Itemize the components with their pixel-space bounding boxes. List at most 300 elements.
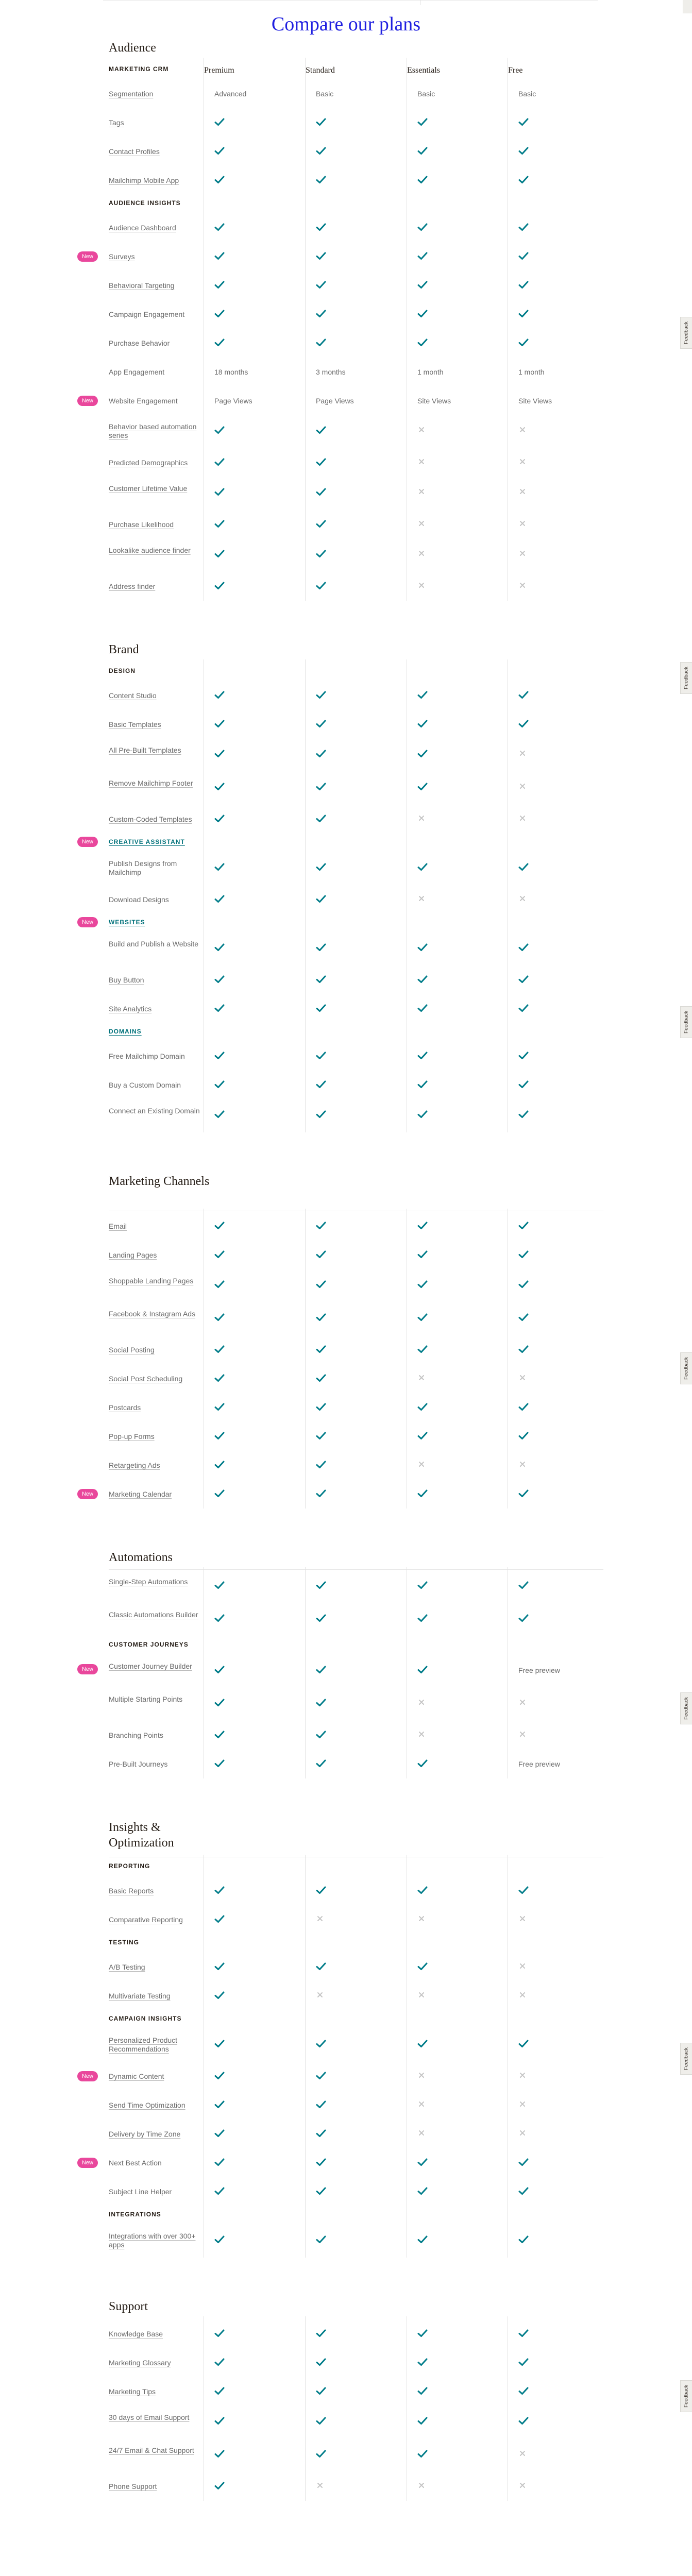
cell-value: Advanced [214, 90, 247, 98]
feature-tags[interactable]: Tags [109, 118, 124, 127]
cell-free-included [518, 117, 585, 129]
cell-premium-included [214, 782, 281, 793]
cell-essentials-included [417, 1402, 484, 1414]
cell-standard-included [316, 782, 383, 793]
cell-standard-included [316, 175, 383, 187]
cell-premium-included [214, 309, 281, 320]
cell-premium-included [214, 1110, 281, 1121]
cell-standard-not-included [316, 2481, 383, 2493]
cell-free-included [518, 719, 585, 731]
feature-landing-pages[interactable]: Landing Pages [109, 1251, 157, 1259]
cell-premium-included [214, 2071, 281, 2082]
feature-24-7-email-chat-support[interactable]: 24/7 Email & Chat Support [109, 2446, 194, 2454]
cell-premium-included [214, 2235, 281, 2246]
feature-pre-built-journeys: Pre-Built Journeys [109, 1760, 168, 1768]
feature-phone-support[interactable]: Phone Support [109, 2482, 157, 2490]
feature-connect-an-existing-domain: Connect an Existing Domain [109, 1107, 200, 1115]
cell-free-free-preview [518, 1759, 585, 1770]
cell-essentials-included [417, 1110, 484, 1121]
cell-essentials-included [417, 309, 484, 320]
feature-social-posting[interactable]: Social Posting [109, 1346, 155, 1354]
feedback-tab[interactable] [680, 317, 692, 349]
cell-standard-included [316, 719, 383, 731]
feature-buy-button[interactable]: Buy Button [109, 976, 144, 984]
feature-behavioral-targeting[interactable]: Behavioral Targeting [109, 281, 175, 290]
cell-essentials-not-included [417, 457, 484, 469]
cell-premium-included [214, 2386, 281, 2398]
cell-value: 1 month [518, 368, 545, 376]
feature-site-analytics[interactable]: Site Analytics [109, 1005, 152, 1013]
feedback-tab[interactable] [680, 2380, 692, 2412]
feature-content-studio[interactable]: Content Studio [109, 691, 157, 700]
cell-essentials-included [417, 2358, 484, 2369]
cell-standard-included [316, 862, 383, 874]
cell-free-not-included [518, 2129, 585, 2140]
cell-premium-included [214, 1730, 281, 1741]
feature-postcards[interactable]: Postcards [109, 1403, 141, 1412]
cell-premium-included [214, 2358, 281, 2369]
cell-standard-included [316, 280, 383, 292]
cell-standard-included [316, 1730, 383, 1741]
cell-premium-included [214, 2100, 281, 2111]
cell-premium-included [214, 1051, 281, 1062]
cell-value: Basic [316, 90, 334, 98]
feature-branching-points: Branching Points [109, 1731, 163, 1739]
cell-standard-included [316, 1460, 383, 1471]
group-heading-design: DESIGN [109, 667, 136, 674]
cell-value: Basic [518, 90, 536, 98]
cell-essentials-included [417, 719, 484, 731]
cell-essentials-included [417, 2235, 484, 2246]
feedback-label: Feedback [683, 1011, 689, 1033]
cell-free-not-included [518, 2071, 585, 2082]
feedback-tab[interactable] [680, 662, 692, 694]
cell-free-included [518, 251, 585, 263]
cell-premium-included [214, 894, 281, 906]
feature-dynamic-content[interactable]: Dynamic Content [109, 2072, 164, 2080]
feature-integrations-with-over-300-apps[interactable]: Integrations with over 300+ apps [109, 2232, 196, 2249]
feature-buy-a-custom-domain: Buy a Custom Domain [109, 1081, 181, 1089]
cell-essentials-included [417, 749, 484, 760]
feature-build-and-publish-a-website: Build and Publish a Website [109, 940, 199, 948]
cell-premium-included [214, 1886, 281, 1897]
cell-premium-included [214, 223, 281, 234]
feature-classic-automations-builder[interactable]: Classic Automations Builder [109, 1611, 198, 1619]
new-badge: New [77, 1489, 98, 1499]
feature-custom-coded-templates[interactable]: Custom-Coded Templates [109, 815, 192, 823]
cell-essentials-included [417, 2329, 484, 2340]
cell-premium-included [214, 943, 281, 954]
cell-standard-included [316, 1250, 383, 1261]
feature-delivery-by-time-zone[interactable]: Delivery by Time Zone [109, 2130, 181, 2138]
feature-basic-reports[interactable]: Basic Reports [109, 1887, 154, 1895]
plan-header-essentials: Essentials [407, 66, 440, 75]
cell-free-included [518, 1402, 585, 1414]
cell-premium-included [214, 1962, 281, 1973]
cell-premium-included [214, 549, 281, 561]
feature-subject-line-helper: Subject Line Helper [109, 2188, 172, 2196]
cell-standard-included [316, 519, 383, 531]
cell-standard-included [316, 426, 383, 437]
cell-premium-included [214, 1489, 281, 1500]
cell-standard-included [316, 1614, 383, 1625]
cell-free-not-included [518, 894, 585, 906]
cell-essentials-basic [417, 89, 484, 100]
feature-single-step-automations[interactable]: Single-Step Automations [109, 1578, 188, 1586]
cell-free-not-included [518, 2449, 585, 2461]
feedback-label: Feedback [683, 2385, 689, 2408]
cell-standard-included [316, 1665, 383, 1676]
cell-essentials-included [417, 117, 484, 129]
feature-facebook-instagram-ads[interactable]: Facebook & Instagram Ads [109, 1310, 196, 1318]
cell-standard-included [316, 1374, 383, 1385]
cell-essentials-not-included [417, 814, 484, 825]
feature-remove-mailchimp-footer[interactable]: Remove Mailchimp Footer [109, 779, 193, 787]
cell-essentials-not-included [417, 426, 484, 437]
feedback-label: Feedback [683, 321, 689, 344]
feature-multivariate-testing[interactable]: Multivariate Testing [109, 1992, 171, 2000]
cell-free-included [518, 1051, 585, 1062]
cell-free-included [518, 1250, 585, 1261]
cell-premium-included [214, 1759, 281, 1770]
cell-premium-included [214, 1402, 281, 1414]
cell-standard-included [316, 581, 383, 592]
cell-value: 18 months [214, 368, 248, 376]
cell-essentials-not-included [417, 2100, 484, 2111]
cell-free-not-included [518, 1914, 585, 1926]
cell-premium-included [214, 2158, 281, 2169]
feedback-tab[interactable] [680, 2043, 692, 2075]
cell-standard-included [316, 1110, 383, 1121]
cell-standard-included [316, 2358, 383, 2369]
cell-standard-included [316, 2129, 383, 2140]
feature-purchase-behavior: Purchase Behavior [109, 339, 170, 347]
cell-premium-included [214, 2329, 281, 2340]
cell-free-not-included [518, 426, 585, 437]
cell-standard-included [316, 943, 383, 954]
feature-social-post-scheduling[interactable]: Social Post Scheduling [109, 1375, 183, 1383]
cell-standard-included [316, 2235, 383, 2246]
new-badge: New [77, 917, 98, 927]
cell-free-not-included [518, 487, 585, 499]
cell-standard-included [316, 1004, 383, 1015]
cell-essentials-included [417, 2158, 484, 2169]
cell-free-included [518, 2358, 585, 2369]
cell-standard-included [316, 2187, 383, 2198]
cell-value: 1 month [417, 368, 444, 376]
cell-free-included [518, 1345, 585, 1356]
cell-standard-included [316, 223, 383, 234]
column-divider [305, 58, 306, 601]
group-heading-websites[interactable]: WEBSITES [109, 919, 145, 926]
cell-essentials-included [417, 1759, 484, 1770]
feature-lookalike-audience-finder[interactable]: Lookalike audience finder [109, 546, 191, 554]
cell-premium-included [214, 519, 281, 531]
cell-essentials-included [417, 2187, 484, 2198]
cell-free-not-included [518, 549, 585, 561]
new-badge: New [77, 2071, 98, 2081]
feature-predicted-demographics[interactable]: Predicted Demographics [109, 459, 188, 467]
cell-premium-included [214, 690, 281, 702]
feature-download-designs: Download Designs [109, 895, 169, 904]
cell-free-included [518, 975, 585, 986]
new-badge: New [77, 251, 98, 262]
feature-all-pre-built-templates[interactable]: All Pre-Built Templates [109, 746, 181, 754]
cell-premium-included [214, 1345, 281, 1356]
feature-knowledge-base[interactable]: Knowledge Base [109, 2330, 163, 2338]
section-title-insights-optimization: Insights & Optimization [109, 1821, 174, 1850]
cell-essentials-included [417, 1250, 484, 1261]
feedback-tab[interactable] [680, 1006, 692, 1038]
cell-premium-included [214, 2129, 281, 2140]
cell-premium-included [214, 426, 281, 437]
cell-free-included [518, 862, 585, 874]
cell-premium-included [214, 280, 281, 292]
cell-standard-included [316, 338, 383, 349]
cell-essentials-not-included [417, 2071, 484, 2082]
cell-free-not-included [518, 1991, 585, 2002]
cell-essentials-included [417, 1886, 484, 1897]
cell-free-included [518, 1431, 585, 1443]
cell-essentials-included [417, 251, 484, 263]
cell-value: Basic [417, 90, 435, 98]
feedback-tab[interactable] [680, 1692, 692, 1724]
cell-standard-included [316, 1402, 383, 1414]
cell-essentials-included [417, 2449, 484, 2461]
cell-standard-included [316, 2100, 383, 2111]
feature-customer-lifetime-value[interactable]: Customer Lifetime Value [109, 484, 188, 493]
cell-standard-3-months [316, 367, 383, 378]
cell-essentials-not-included [417, 1730, 484, 1741]
feedback-tab[interactable] [680, 1352, 692, 1384]
cell-standard-included [316, 1080, 383, 1091]
cell-essentials-included [417, 1614, 484, 1625]
cell-premium-included [214, 1460, 281, 1471]
cell-value: Free preview [518, 1666, 560, 1674]
feature-basic-templates[interactable]: Basic Templates [109, 720, 161, 728]
cell-standard-included [316, 814, 383, 825]
cell-premium-included [214, 1914, 281, 1926]
cell-premium-included [214, 1698, 281, 1709]
cell-free-included [518, 280, 585, 292]
cell-premium-page-views [214, 396, 281, 407]
feedback-label: Feedback [683, 1357, 689, 1380]
cell-free-not-included [518, 2100, 585, 2111]
cell-standard-included [316, 309, 383, 320]
cell-value: Site Views [417, 397, 451, 405]
cell-essentials-included [417, 280, 484, 292]
cell-essentials-included [417, 862, 484, 874]
cell-premium-included [214, 117, 281, 129]
cell-essentials-included [417, 1004, 484, 1015]
cell-free-included [518, 690, 585, 702]
cell-free-not-included [518, 1698, 585, 1709]
cell-premium-included [214, 1313, 281, 1324]
cell-value: Site Views [518, 397, 552, 405]
cell-essentials-included [417, 1431, 484, 1443]
column-divider [305, 659, 306, 1132]
feature-customer-journey-builder[interactable]: Customer Journey Builder [109, 1662, 192, 1670]
cell-premium-included [214, 2449, 281, 2461]
section-rule [109, 1569, 603, 1570]
feature-personalized-product-recommendations[interactable]: Personalized Product Recommendations [109, 2036, 178, 2053]
cell-standard-included [316, 749, 383, 760]
cell-free-1-month [518, 367, 585, 378]
cell-free-free-preview [518, 1665, 585, 1676]
cell-standard-included [316, 2386, 383, 2398]
feature-marketing-tips[interactable]: Marketing Tips [109, 2387, 156, 2396]
cell-essentials-included [417, 943, 484, 954]
cell-free-included [518, 309, 585, 320]
cell-standard-not-included [316, 1991, 383, 2002]
cell-standard-page-views [316, 396, 383, 407]
cell-premium-included [214, 1991, 281, 2002]
feature-publish-designs-from-mailchimp: Publish Designs from Mailchimp [109, 859, 177, 876]
cell-standard-included [316, 1886, 383, 1897]
cell-free-not-included [518, 581, 585, 592]
cell-essentials-not-included [417, 487, 484, 499]
page-title: Compare our plans [271, 13, 421, 35]
cell-standard-not-included [316, 1914, 383, 1926]
cell-value: Page Views [214, 397, 252, 405]
cell-premium-included [214, 146, 281, 158]
plan-header-premium: Premium [204, 66, 234, 75]
column-divider [305, 2316, 306, 2501]
cell-essentials-included [417, 1080, 484, 1091]
group-heading-marketing-crm: MARKETING CRM [109, 65, 169, 73]
cell-standard-included [316, 1581, 383, 1592]
cell-free-basic [518, 89, 585, 100]
cell-premium-included [214, 814, 281, 825]
cell-free-not-included [518, 519, 585, 531]
cell-free-not-included [518, 2481, 585, 2493]
cell-standard-included [316, 2329, 383, 2340]
new-badge: New [77, 1664, 98, 1674]
feature-segmentation[interactable]: Segmentation [109, 90, 154, 98]
feature-purchase-likelihood[interactable]: Purchase Likelihood [109, 520, 174, 529]
cell-standard-included [316, 2416, 383, 2428]
cell-essentials-not-included [417, 1460, 484, 1471]
feature-audience-dashboard[interactable]: Audience Dashboard [109, 224, 176, 232]
cell-standard-included [316, 1759, 383, 1770]
feature-behavior-based-automation-series[interactable]: Behavior based automation series [109, 422, 197, 439]
group-heading-domains[interactable]: DOMAINS [109, 1028, 142, 1035]
cell-essentials-included [417, 1280, 484, 1291]
cell-premium-included [214, 1280, 281, 1291]
cell-standard-included [316, 975, 383, 986]
cell-standard-included [316, 251, 383, 263]
cell-free-included [518, 1221, 585, 1232]
cell-premium-included [214, 2481, 281, 2493]
feature-email[interactable]: Email [109, 1222, 127, 1230]
cell-premium-18-months [214, 367, 281, 378]
cell-free-included [518, 1489, 585, 1500]
cell-standard-basic [316, 89, 383, 100]
cell-standard-included [316, 2071, 383, 2082]
cell-value: 3 months [316, 368, 346, 376]
cell-free-included [518, 338, 585, 349]
new-badge: New [77, 396, 98, 406]
cell-free-included [518, 1110, 585, 1121]
cell-free-not-included [518, 1730, 585, 1741]
cell-essentials-site-views [417, 396, 484, 407]
cell-essentials-not-included [417, 894, 484, 906]
cell-standard-included [316, 1221, 383, 1232]
cell-premium-included [214, 749, 281, 760]
feature-contact-profiles[interactable]: Contact Profiles [109, 147, 160, 156]
cell-essentials-included [417, 223, 484, 234]
cell-essentials-not-included [417, 1374, 484, 1385]
group-heading-creative-assistant[interactable]: CREATIVE ASSISTANT [109, 838, 185, 845]
cell-premium-included [214, 487, 281, 499]
feature-a-b-testing[interactable]: A/B Testing [109, 1963, 145, 1971]
feature-marketing-calendar[interactable]: Marketing Calendar [109, 1490, 172, 1498]
cell-essentials-not-included [417, 1698, 484, 1709]
feature-multiple-starting-points: Multiple Starting Points [109, 1695, 183, 1703]
cell-essentials-included [417, 1962, 484, 1973]
group-heading-audience-insights: AUDIENCE INSIGHTS [109, 199, 181, 207]
cell-essentials-included [417, 338, 484, 349]
cell-premium-included [214, 862, 281, 874]
cell-premium-included [214, 1665, 281, 1676]
cell-premium-included [214, 175, 281, 187]
cell-value: Free preview [518, 1760, 560, 1768]
cell-free-not-included [518, 1460, 585, 1471]
cell-premium-included [214, 1614, 281, 1625]
cell-essentials-not-included [417, 2481, 484, 2493]
feature-marketing-glossary[interactable]: Marketing Glossary [109, 2359, 171, 2367]
cell-free-included [518, 223, 585, 234]
feedback-label: Feedback [683, 667, 689, 689]
cell-value: Page Views [316, 397, 354, 405]
feature-address-finder[interactable]: Address finder [109, 582, 156, 590]
cell-standard-included [316, 1431, 383, 1443]
top-rule [103, 0, 598, 1]
plan-header-standard: Standard [306, 66, 335, 75]
feature-30-days-of-email-support[interactable]: 30 days of Email Support [109, 2413, 190, 2421]
feature-retargeting-ads[interactable]: Retargeting Ads [109, 1461, 160, 1469]
cell-essentials-included [417, 975, 484, 986]
cell-essentials-included [417, 1665, 484, 1676]
cell-essentials-included [417, 2039, 484, 2050]
cell-essentials-included [417, 2416, 484, 2428]
cell-free-included [518, 1080, 585, 1091]
column-divider [305, 1567, 306, 1778]
cell-standard-included [316, 1345, 383, 1356]
cell-standard-included [316, 457, 383, 469]
cell-essentials-not-included [417, 2129, 484, 2140]
cell-free-included [518, 1614, 585, 1625]
feature-mailchimp-mobile-app[interactable]: Mailchimp Mobile App [109, 176, 179, 184]
feature-send-time-optimization[interactable]: Send Time Optimization [109, 2101, 185, 2109]
feature-pop-up-forms[interactable]: Pop-up Forms [109, 1432, 155, 1440]
section-title-support: Support [109, 2300, 148, 2313]
cell-essentials-included [417, 1313, 484, 1324]
cell-premium-included [214, 251, 281, 263]
feature-comparative-reporting[interactable]: Comparative Reporting [109, 1916, 183, 1924]
cell-premium-included [214, 1004, 281, 1015]
feature-website-engagement: Website Engagement [109, 397, 178, 405]
feature-surveys[interactable]: Surveys [109, 252, 135, 261]
cell-free-not-included [518, 814, 585, 825]
cell-standard-included [316, 2039, 383, 2050]
cell-premium-included [214, 1581, 281, 1592]
cell-standard-included [316, 549, 383, 561]
cell-standard-included [316, 117, 383, 129]
cell-essentials-not-included [417, 581, 484, 592]
feature-shoppable-landing-pages[interactable]: Shoppable Landing Pages [109, 1277, 194, 1285]
cell-premium-included [214, 457, 281, 469]
